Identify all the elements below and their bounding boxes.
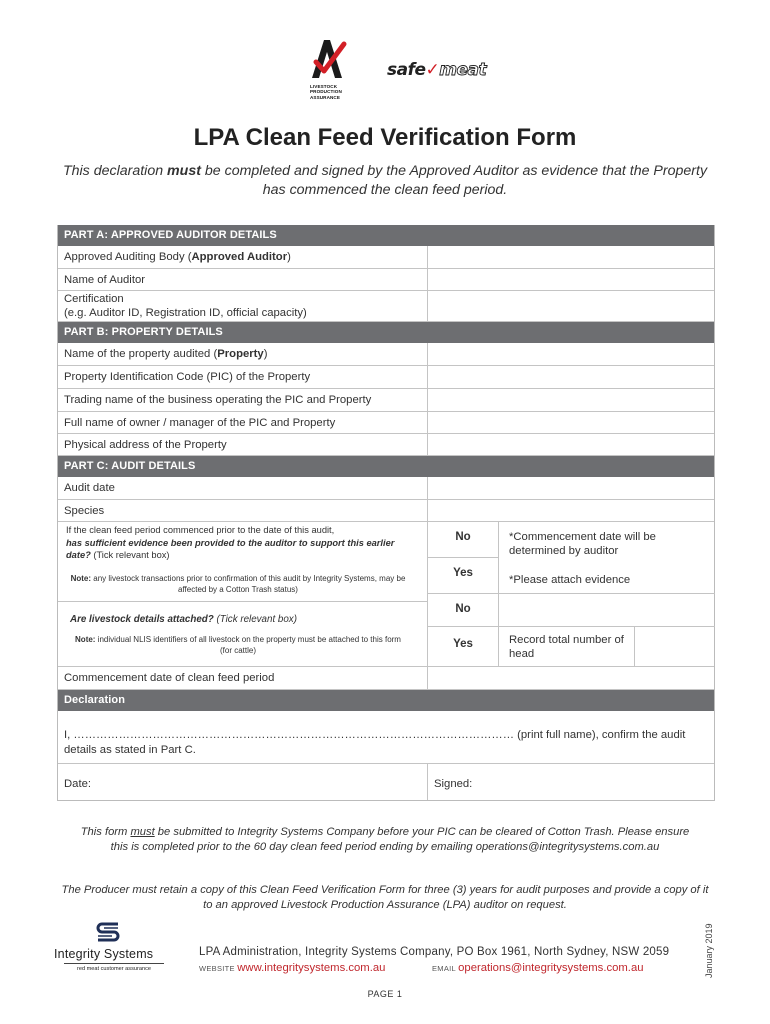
divider: [634, 626, 635, 667]
form-row-commencement-date: [58, 667, 714, 690]
field-label: Property Identification Code (PIC) of the Property: [58, 366, 428, 388]
field-label: Approved Auditing Body (Approved Auditor): [58, 246, 428, 268]
field-label: Trading name of the business operating the PIC and Property: [58, 389, 428, 411]
property-name-input[interactable]: [428, 343, 714, 365]
form-row-audit-date: [58, 477, 714, 500]
lpa-logo: [304, 38, 354, 108]
evidence-questions: [58, 522, 428, 666]
email-link[interactable]: operations@integritysystems.com.au: [458, 962, 644, 974]
lpa-mark-icon: [308, 38, 348, 82]
field-label: Audit date: [58, 477, 428, 499]
field-label: Name of the property audited (Property): [58, 343, 428, 365]
evidence-question: If the clean feed period commenced prior to the date of this audit, has sufficient evidence been provided to the auditor to support this earlier date? (Tick relevant box): [66, 525, 395, 560]
divider: [498, 522, 499, 667]
page-number: PAGE 1: [367, 989, 403, 999]
integrity-systems-name: Integrity Systems: [54, 947, 154, 961]
form-row-auditing-body: [58, 246, 714, 269]
field-label: Physical address of the Property: [58, 434, 428, 455]
evidence-yes-checkbox[interactable]: Yes: [453, 567, 473, 579]
evidence-no-note: *Commencement date will be determined by auditor: [509, 531, 656, 557]
verification-form: [57, 225, 715, 801]
footer-address: LPA Administration, Integrity Systems Company, PO Box 1961, North Sydney, NSW 2059: [199, 946, 670, 958]
field-label: Commencement date of clean feed period: [58, 667, 428, 689]
commencement-date-input[interactable]: [428, 667, 714, 689]
form-row-address: [58, 434, 714, 456]
evidence-options: [428, 522, 714, 666]
evidence-note: Note: any livestock transactions prior to confirmation of this audit by Integrity Systems, may be affected by a Cotton Trash status): [70, 574, 406, 594]
page-subtitle: This declaration must be completed and signed by the Approved Auditor as evidence that the Property has commenced the clean feed period.: [62, 163, 708, 198]
livestock-note: Note: individual NLIS identifiers of all livestock on the property must be attached to this form (for cattle): [75, 635, 401, 655]
form-row-species: [58, 500, 714, 522]
divider: [58, 601, 427, 602]
integrity-systems-tagline: red meat customer assurance: [64, 963, 164, 972]
divider: [428, 557, 498, 558]
form-row-trading-name: [58, 389, 714, 412]
trading-name-input[interactable]: [428, 389, 714, 411]
audit-date-input[interactable]: [428, 477, 714, 499]
integrity-systems-logo: [54, 920, 174, 972]
pic-input[interactable]: [428, 366, 714, 388]
certification-input[interactable]: [428, 291, 714, 321]
declaration-header: Declaration: [58, 690, 714, 711]
footer-website: WEBSITE www.integritysystems.com.au: [199, 962, 386, 974]
livestock-question: Are livestock details attached? (Tick relevant box): [70, 614, 297, 625]
divider: [428, 593, 715, 594]
owner-name-input[interactable]: [428, 412, 714, 433]
evidence-no-checkbox[interactable]: No: [455, 531, 471, 543]
field-label: Species: [58, 500, 428, 521]
declaration-text[interactable]: I, ……………………………………………………………………………………………………… (print full name), confirm the audit details as stated in Part C.: [58, 711, 714, 764]
safemeat-tick-icon: ✓: [425, 60, 440, 80]
lpa-logo-text: LIVESTOCK PRODUCTION ASSURANCE: [310, 84, 342, 100]
divider: [428, 626, 715, 627]
evidence-block: [58, 522, 714, 667]
form-row-property-name: [58, 343, 714, 366]
evidence-yes-note: *Please attach evidence: [509, 574, 631, 586]
head-count-label: Record total number of head: [509, 634, 624, 660]
form-row-certification: [58, 291, 714, 322]
livestock-yes-checkbox[interactable]: Yes: [453, 638, 473, 650]
auditing-body-input[interactable]: [428, 246, 714, 268]
field-label: Name of Auditor: [58, 269, 428, 290]
signature-row: [58, 764, 714, 801]
page-title: LPA Clean Feed Verification Form: [193, 124, 577, 151]
part-c-header: PART C: AUDIT DETAILS: [58, 456, 714, 477]
part-b-header: PART B: PROPERTY DETAILS: [58, 322, 714, 343]
address-input[interactable]: [428, 434, 714, 455]
website-link[interactable]: www.integritysystems.com.au: [237, 962, 386, 974]
part-a-header: PART A: APPROVED AUDITOR DETAILS: [58, 225, 714, 246]
submission-note: This form must be submitted to Integrity Systems Company before your PIC can be cleared of Cotton Trash. Please ensure this is completed prior to the 60 day clean feed period ending by emailing operations@integritysystems.com.au: [80, 826, 690, 853]
form-row-pic: [58, 366, 714, 389]
signature-field[interactable]: Signed:: [434, 778, 473, 790]
species-input[interactable]: [428, 500, 714, 521]
revision-date: January 2019: [704, 923, 714, 978]
footer-email: EMAIL operations@integritysystems.com.au: [432, 962, 644, 974]
date-field[interactable]: Date:: [58, 764, 428, 800]
livestock-no-checkbox[interactable]: No: [455, 603, 471, 615]
field-label: Certification (e.g. Auditor ID, Registration ID, official capacity): [58, 291, 428, 321]
field-label: Full name of owner / manager of the PIC and Property: [58, 412, 428, 433]
safemeat-logo: safe✓meat: [387, 60, 487, 80]
form-row-owner-name: [58, 412, 714, 434]
auditor-name-input[interactable]: [428, 269, 714, 290]
retention-note: The Producer must retain a copy of this Clean Feed Verification Form for three (3) years for audit purposes and provide a copy of it to an approved Livestock Production Assurance (LPA) auditor on request.: [61, 884, 709, 911]
integrity-systems-mark-icon: [92, 920, 124, 944]
form-row-auditor-name: [58, 269, 714, 291]
